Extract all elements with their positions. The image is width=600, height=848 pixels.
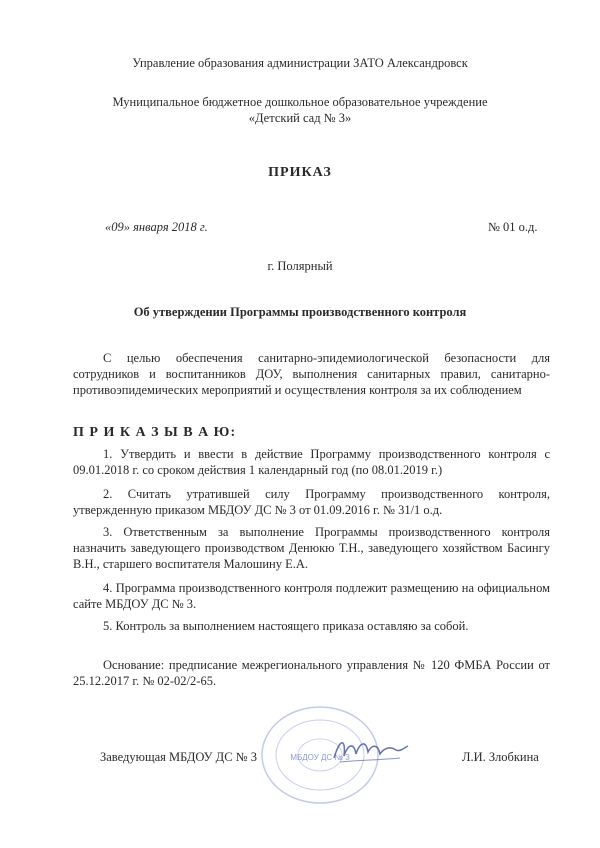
item-3-text: 3. Ответственным за выполнение Программы производственного контроля назначить заведующего производством Денюкю Т.Н., заведующего хозяйством Басингу В.Н., старшего воспитателя Малошину Е.А. — [73, 525, 550, 571]
city: г. Полярный — [267, 259, 333, 273]
intro-text: С целью обеспечения санитарно-эпидемиологической безопасности для сотрудников и воспитанников ДОУ, выполнения санитарных правил, санитарно-противоэпидемических мероприятий и осуществления контроля за их соблюдением — [73, 351, 550, 397]
document-title: ПРИКАЗ — [268, 165, 332, 180]
basis-text: Основание: предписание межрегионального управления № 120 ФМБА России от 25.12.2017 г. № 02-02/2-65. — [73, 658, 550, 688]
signature-icon — [330, 730, 410, 770]
signer-position: Заведующая МБДОУ ДС № 3 — [100, 750, 257, 764]
item-3 — [73, 524, 550, 572]
institution-name-line2: «Детский сад № 3» — [248, 111, 352, 125]
order-command: П Р И К А З Ы В А Ю: — [73, 425, 237, 440]
item-2 — [73, 486, 550, 518]
signer-name: Л.И. Злобкина — [462, 750, 539, 764]
department-name: Управление образования администрации ЗАТО Александровск — [132, 56, 468, 70]
stamp-text: МБДОУ ДС № 3 — [290, 753, 350, 762]
order-number: № 01 о.д. — [488, 220, 538, 234]
item-5 — [73, 618, 550, 634]
item-4 — [73, 580, 550, 612]
item-2-text: 2. Считать утратившей силу Программу производственного контроля, утвержденную приказом МБДОУ ДС № 3 от 01.09.2016 г. № 31/1 о.д. — [73, 487, 550, 517]
handwritten-signature — [330, 730, 410, 770]
institution-name-line1: Муниципальное бюджетное дошкольное образовательное учреждение — [112, 95, 488, 109]
basis-paragraph — [73, 657, 550, 689]
intro-paragraph — [73, 350, 550, 398]
item-1-text: 1. Утвердить и ввести в действие Программу производственного контроля с 09.01.2018 г. со сроком действия 1 календарный год (по 08.01.2019 г.) — [73, 447, 550, 477]
item-4-text: 4. Программа производственного контроля подлежит размещению на официальном сайте МБДОУ ДС № 3. — [73, 581, 550, 611]
item-1 — [73, 446, 550, 478]
order-subject: Об утверждении Программы производственного контроля — [133, 305, 467, 319]
item-5-text: 5. Контроль за выполнением настоящего приказа оставляю за собой. — [103, 619, 469, 633]
order-date: «09» января 2018 г. — [105, 220, 208, 234]
